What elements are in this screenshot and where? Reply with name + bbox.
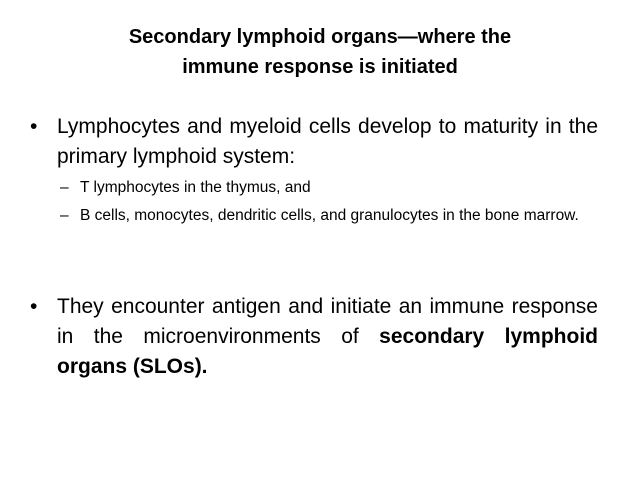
sub-bullet-marker: – [60,207,69,224]
sub-bullet-marker: – [60,179,69,196]
bullet-marker: • [30,115,38,138]
bullet-item-2 [30,292,598,382]
bullet-1-sublist [30,176,598,228]
slide-title [40,22,600,82]
slide-title-line-2: immune response is initiated [182,56,458,78]
bullet-1-text: Lymphocytes and myeloid cells develop to maturity in the primary lymphoid system: [57,115,598,168]
sub-bullet-item-1 [30,176,598,200]
bullet-2-bold-term: secondary lymphoid organs (SLOs). [57,325,598,378]
bullet-marker: • [30,295,38,318]
bullet-item-1 [30,112,598,232]
bullet-1-body [30,112,598,172]
bullet-2-body [30,292,598,382]
sub-bullet-2-text: B cells, monocytes, dendritic cells, and granulocytes in the bone marrow. [80,207,579,224]
sub-bullet-1-text: T lymphocytes in the thymus, and [80,179,311,196]
sub-bullet-item-2 [30,204,598,228]
bullet-2-text: They encounter antigen and initiate an immune response in the microenvironments of [57,295,598,348]
slide-title-line-1: Secondary lymphoid organs—where the [128,26,512,48]
